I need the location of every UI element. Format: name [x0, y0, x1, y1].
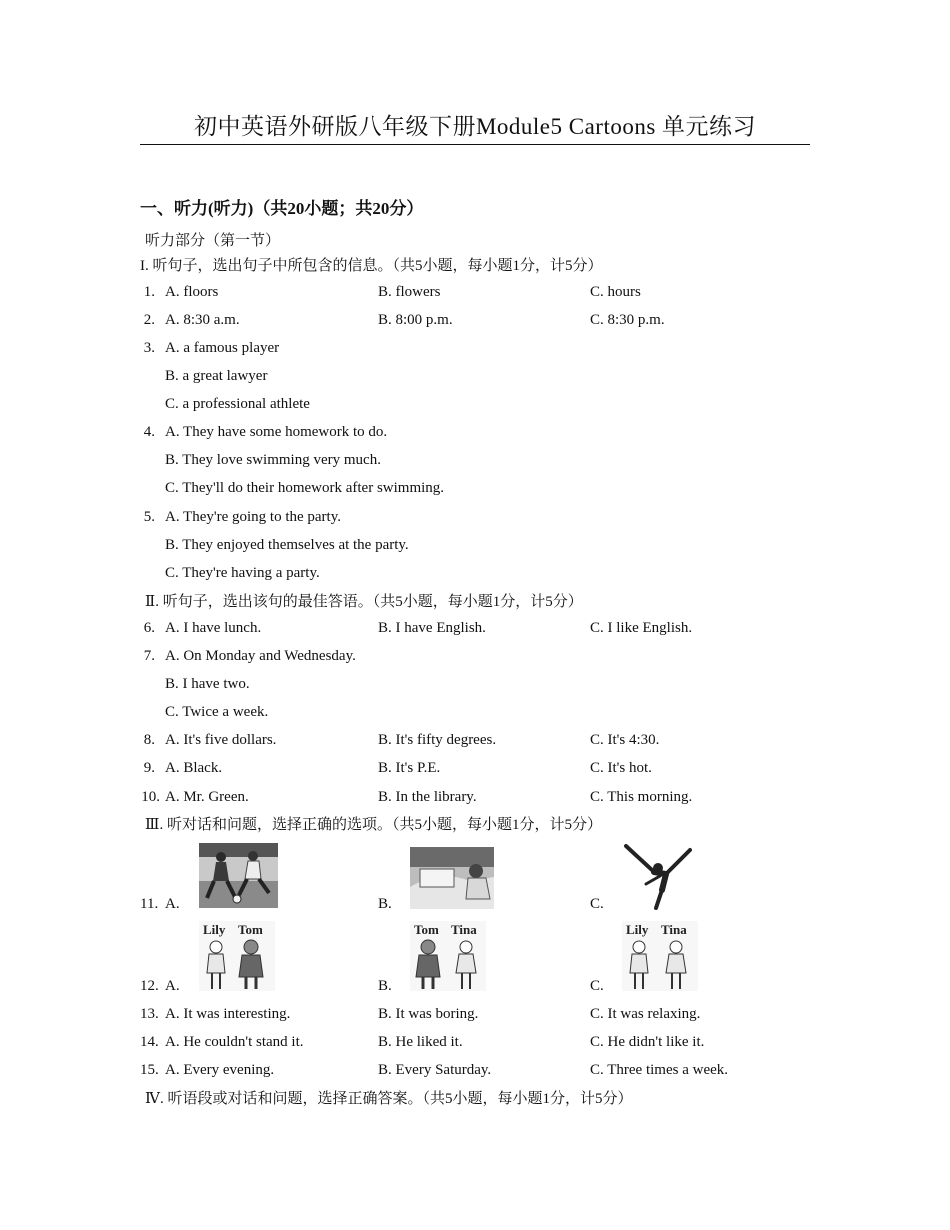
option-a: A. I have lunch. [165, 620, 262, 636]
option-a: A. It was interesting. [165, 1006, 291, 1022]
option-c: C. He didn't like it. [590, 1034, 705, 1050]
option-a-label: A. [165, 978, 180, 994]
option-c: C. It was relaxing. [590, 1006, 701, 1022]
option-c: C. hours [590, 284, 641, 300]
option-c: C. It's 4:30. [590, 732, 660, 748]
figure-name-left: Tom [414, 922, 439, 937]
question-number: 12. [140, 978, 159, 994]
option-a: A. He couldn't stand it. [165, 1034, 304, 1050]
cartoon-pair-c [622, 921, 698, 991]
option-a: A. Mr. Green. [165, 789, 249, 805]
option-c: C. They're having a party. [165, 565, 320, 581]
question-number: 2. [143, 312, 155, 328]
question-number: 7. [143, 648, 155, 664]
option-c: C. Twice a week. [165, 704, 269, 720]
option-c: C. a professional athlete [165, 396, 310, 412]
option-b: B. a great lawyer [165, 368, 268, 384]
question-number: 13. [140, 1006, 159, 1022]
dancer-photo [622, 840, 692, 910]
figure-name-right: Tina [661, 922, 687, 937]
option-b: B. 8:00 p.m. [378, 312, 453, 328]
question-number: 9. [143, 760, 155, 776]
part4-instruction: Ⅳ. 听语段或对话和问题，选择正确答案。（共5小题，每小题1分，计5分） [145, 1091, 633, 1107]
option-b-label: B. [378, 896, 392, 912]
option-a: A. On Monday and Wednesday. [165, 648, 356, 664]
option-b: B. It's P.E. [378, 760, 441, 776]
part3-instruction: Ⅲ. 听对话和问题，选择正确的选项。（共5小题，每小题1分，计5分） [145, 817, 602, 833]
figure-name-right: Tina [451, 922, 477, 937]
question-number: 8. [143, 732, 155, 748]
sub-section-heading: 听力部分（第一节） [145, 233, 281, 249]
reading-photo [410, 847, 494, 909]
option-b: B. flowers [378, 284, 441, 300]
option-b: B. They love swimming very much. [165, 452, 381, 468]
option-c: C. 8:30 p.m. [590, 312, 665, 328]
part2-instruction: Ⅱ. 听句子，选出该句的最佳答语。（共5小题，每小题1分，计5分） [145, 594, 583, 610]
option-c: C. Three times a week. [590, 1062, 729, 1078]
page-title: 初中英语外研版八年级下册Module5 Cartoons 单元练习 [140, 112, 810, 145]
cartoon-pair-a [199, 921, 275, 991]
option-a: A. floors [165, 284, 219, 300]
question-number: 3. [143, 340, 155, 356]
cartoon-pair-b [410, 921, 486, 991]
option-b-label: B. [378, 978, 392, 994]
option-b: B. He liked it. [378, 1034, 463, 1050]
option-b: B. I have two. [165, 676, 250, 692]
option-a: A. a famous player [165, 340, 280, 356]
option-c: C. I like English. [590, 620, 693, 636]
question-number: 6. [143, 620, 155, 636]
option-a: A. 8:30 a.m. [165, 312, 240, 328]
part1-instruction: I. 听句子，选出句子中所包含的信息。（共5小题，每小题1分，计5分） [140, 258, 603, 274]
soccer-photo [199, 843, 278, 908]
option-a: A. It's five dollars. [165, 732, 277, 748]
option-b: B. In the library. [378, 789, 477, 805]
option-a: A. They're going to the party. [165, 509, 341, 525]
option-c-label: C. [590, 978, 604, 994]
question-number: 10. [141, 789, 160, 805]
option-b: B. It's fifty degrees. [378, 732, 497, 748]
option-a-label: A. [165, 896, 180, 912]
question-number: 15. [140, 1062, 159, 1078]
option-a: A. They have some homework to do. [165, 424, 388, 440]
option-c-label: C. [590, 896, 604, 912]
question-number: 1. [143, 284, 155, 300]
figure-name-left: Lily [626, 922, 649, 937]
question-number: 14. [140, 1034, 159, 1050]
option-a: A. Every evening. [165, 1062, 275, 1078]
option-b: B. Every Saturday. [378, 1062, 492, 1078]
section-heading: 一、听力(听力)（共20小题；共20分） [140, 199, 424, 218]
option-c: C. They'll do their homework after swimming. [165, 480, 445, 496]
option-b: B. I have English. [378, 620, 486, 636]
question-number: 11. [140, 896, 159, 912]
option-c: C. This morning. [590, 789, 693, 805]
option-a: A. Black. [165, 760, 223, 776]
question-number: 4. [143, 424, 155, 440]
option-b: B. It was boring. [378, 1006, 479, 1022]
figure-name-right: Tom [238, 922, 263, 937]
option-b: B. They enjoyed themselves at the party. [165, 537, 409, 553]
figure-name-left: Lily [203, 922, 226, 937]
option-c: C. It's hot. [590, 760, 652, 776]
question-number: 5. [143, 509, 155, 525]
